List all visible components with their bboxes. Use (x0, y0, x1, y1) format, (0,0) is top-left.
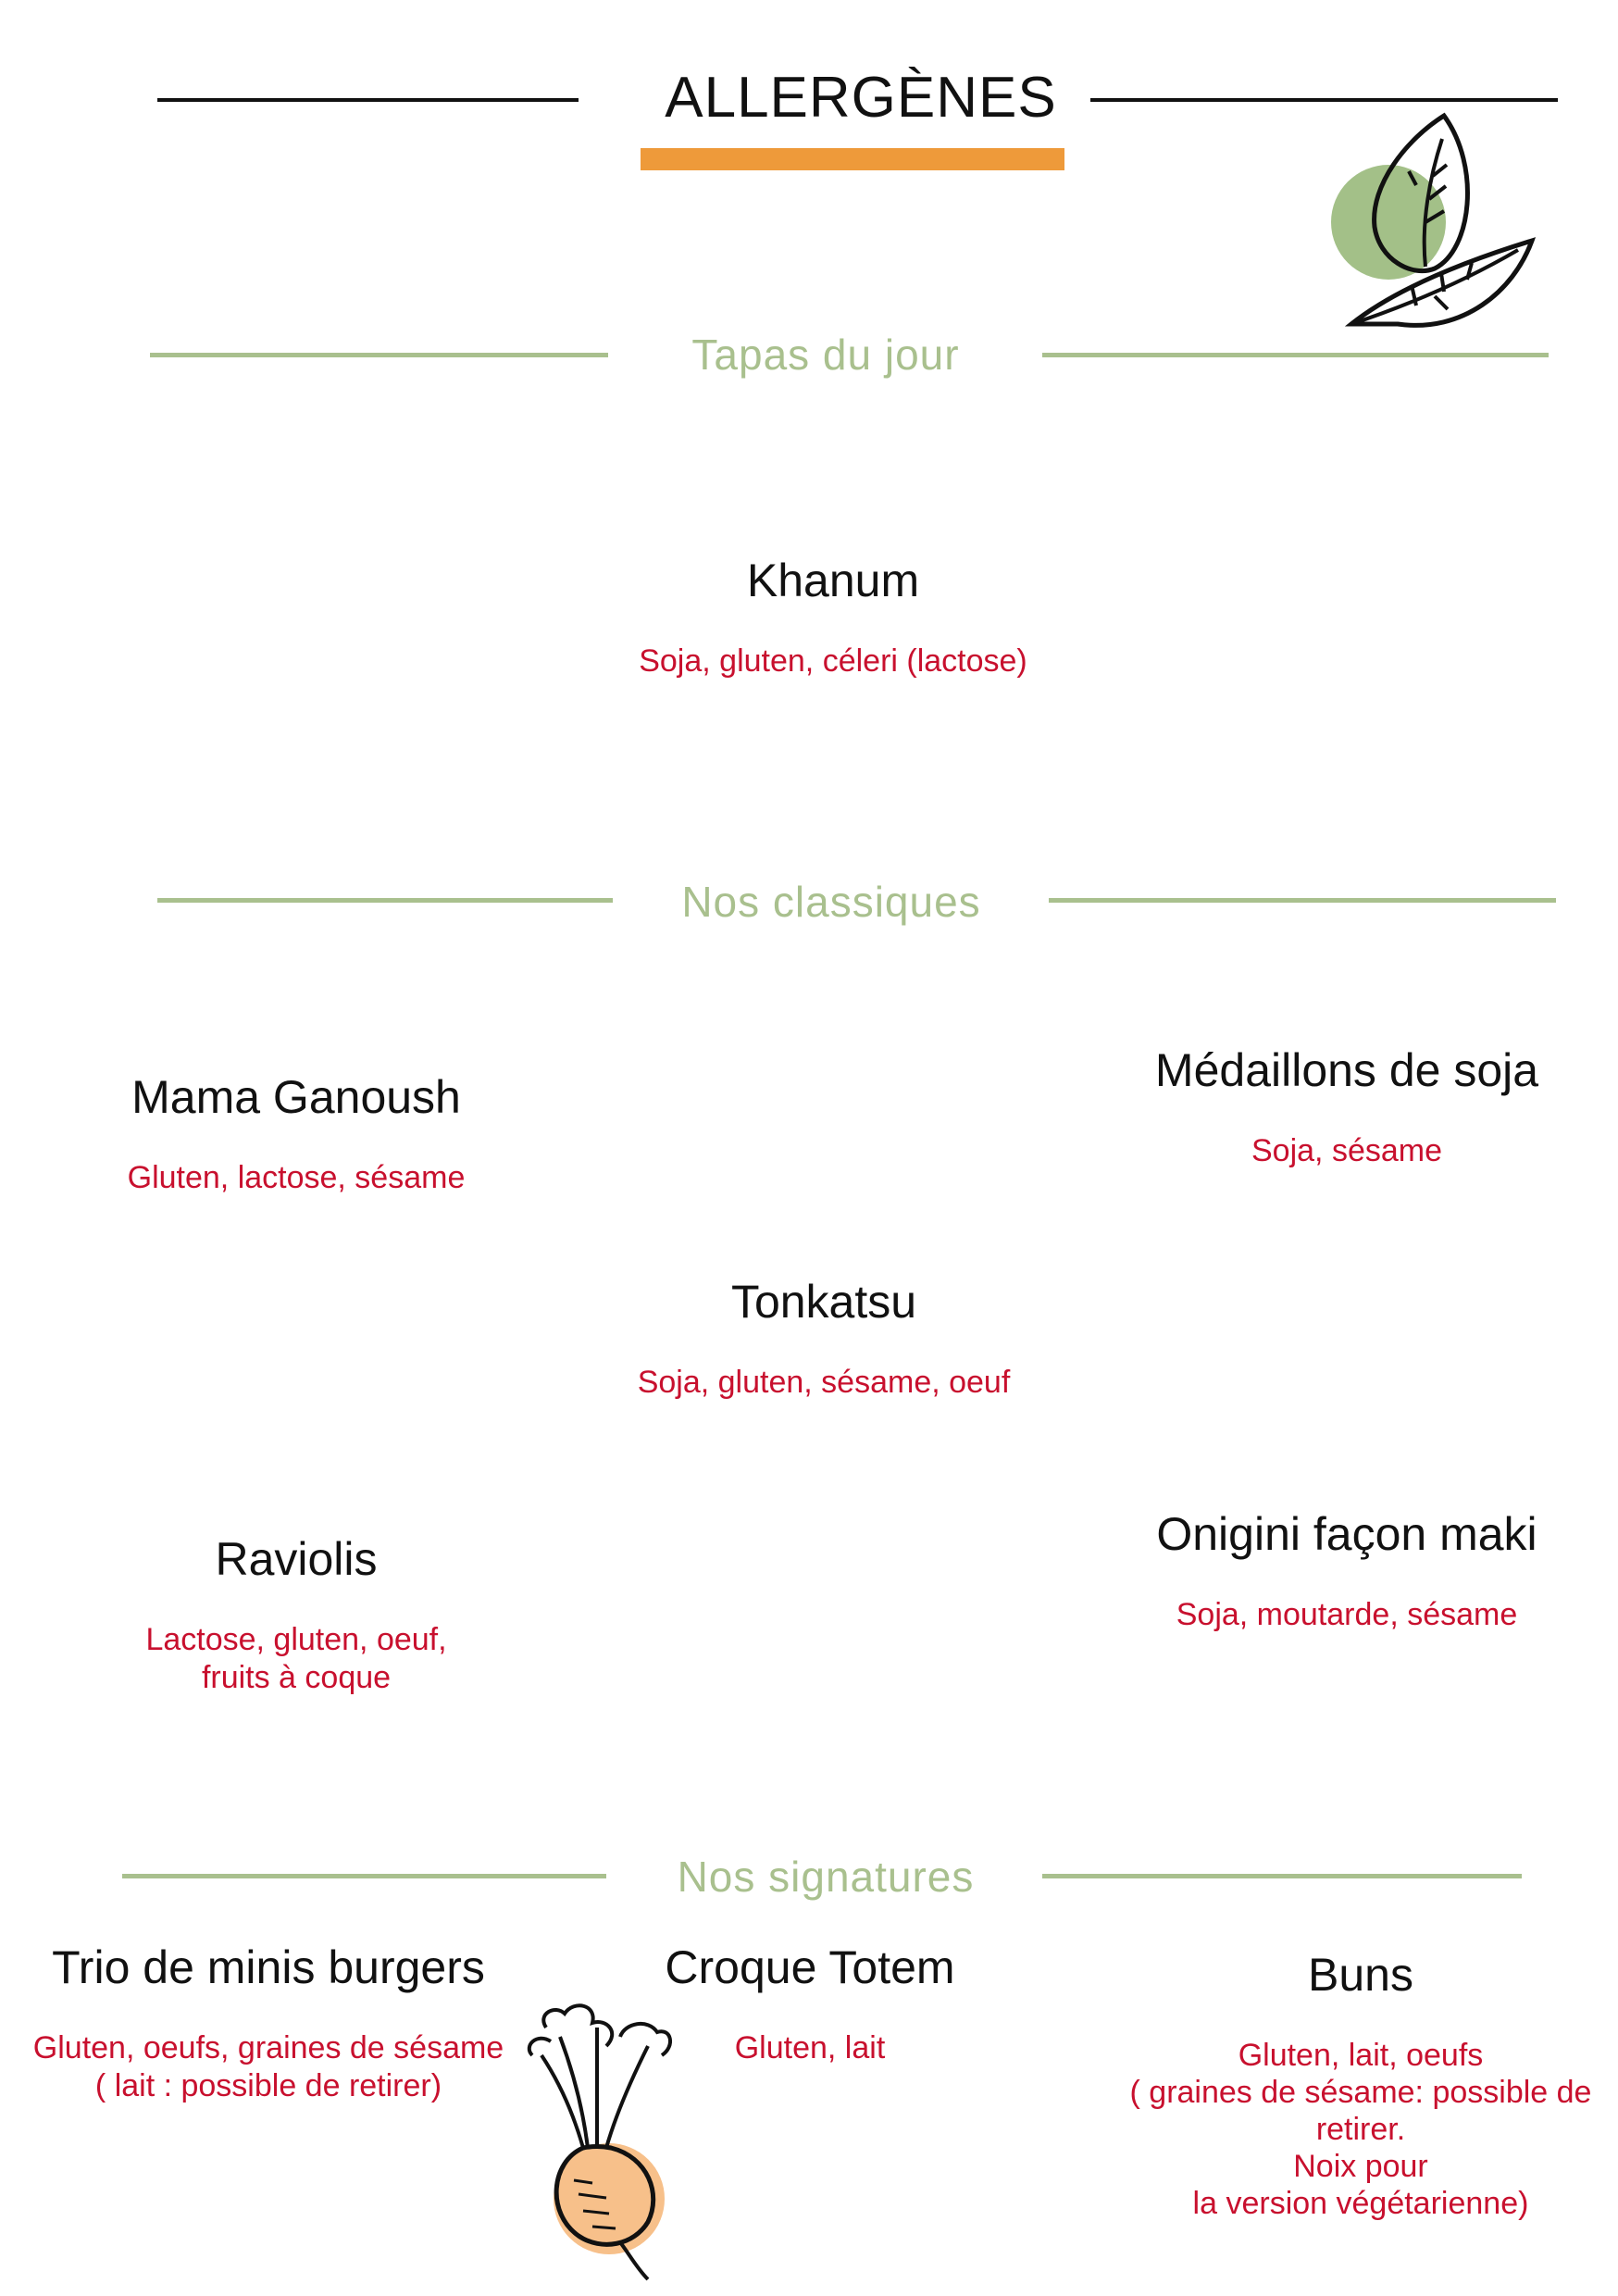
leaves-icon (1296, 102, 1546, 338)
page-title: ALLERGÈNES (665, 66, 1057, 130)
dish-allergens: Lactose, gluten, oeuf, fruits à coque (145, 1622, 447, 1696)
dish-allergens: Soja, sésame (1251, 1133, 1442, 1168)
beetroot-icon (509, 2000, 694, 2287)
section-title: Nos classiques (681, 878, 981, 926)
dish-allergens: Soja, moutarde, sésame (1176, 1597, 1518, 1632)
dish-allergens: Gluten, oeufs, graines de sésame ( lait : possible de retirer) (32, 2030, 504, 2104)
title-underline (641, 148, 1064, 170)
section-rule-left (157, 898, 613, 903)
dish-trio-de-minis-burgers (19, 1940, 518, 2106)
dish-allergens: Gluten, lait (734, 2030, 886, 2065)
dish-allergens: Soja, gluten, sésame, oeuf (637, 1365, 1011, 1400)
section-rule-right (1042, 353, 1549, 357)
section-rule-left (122, 1874, 606, 1878)
section-title: Tapas du jour (691, 331, 960, 379)
dish-name: Onigini façon maki (1156, 1508, 1537, 1560)
section-rule-right (1042, 1874, 1522, 1878)
dish-name: Tonkatsu (730, 1276, 917, 1328)
section-rule-left (150, 353, 608, 357)
dish-name: Buns (1308, 1949, 1413, 2001)
dish-name: Khanum (746, 555, 920, 606)
dish-name: Médaillons de soja (1154, 1044, 1539, 1096)
dish-allergens: Gluten, lactose, sésame (127, 1160, 466, 1195)
dish-onigini-facon-maki (1092, 1507, 1601, 1634)
dish-name: Raviolis (215, 1533, 378, 1585)
dish-tonkatsu (592, 1275, 1055, 1402)
section-title: Nos signatures (677, 1853, 975, 1901)
dish-khanum (555, 554, 1111, 680)
dish-name: Croque Totem (665, 1941, 955, 1993)
dish-raviolis (93, 1532, 500, 1698)
dish-name: Trio de minis burgers (52, 1941, 485, 1993)
dish-allergens: Gluten, lait, oeufs ( graines de sésame: possible de retirer. Noix pour la version végétarienne) (1129, 2038, 1592, 2222)
dish-medaillons-de-soja (1092, 1043, 1601, 1170)
section-rule-right (1049, 898, 1556, 903)
dish-name: Mama Ganoush (131, 1071, 461, 1123)
dish-mama-ganoush (83, 1070, 509, 1197)
dish-allergens: Soja, gluten, céleri (lactose) (639, 643, 1027, 679)
dish-buns (1111, 1948, 1611, 2223)
header-rule-left (157, 98, 579, 102)
